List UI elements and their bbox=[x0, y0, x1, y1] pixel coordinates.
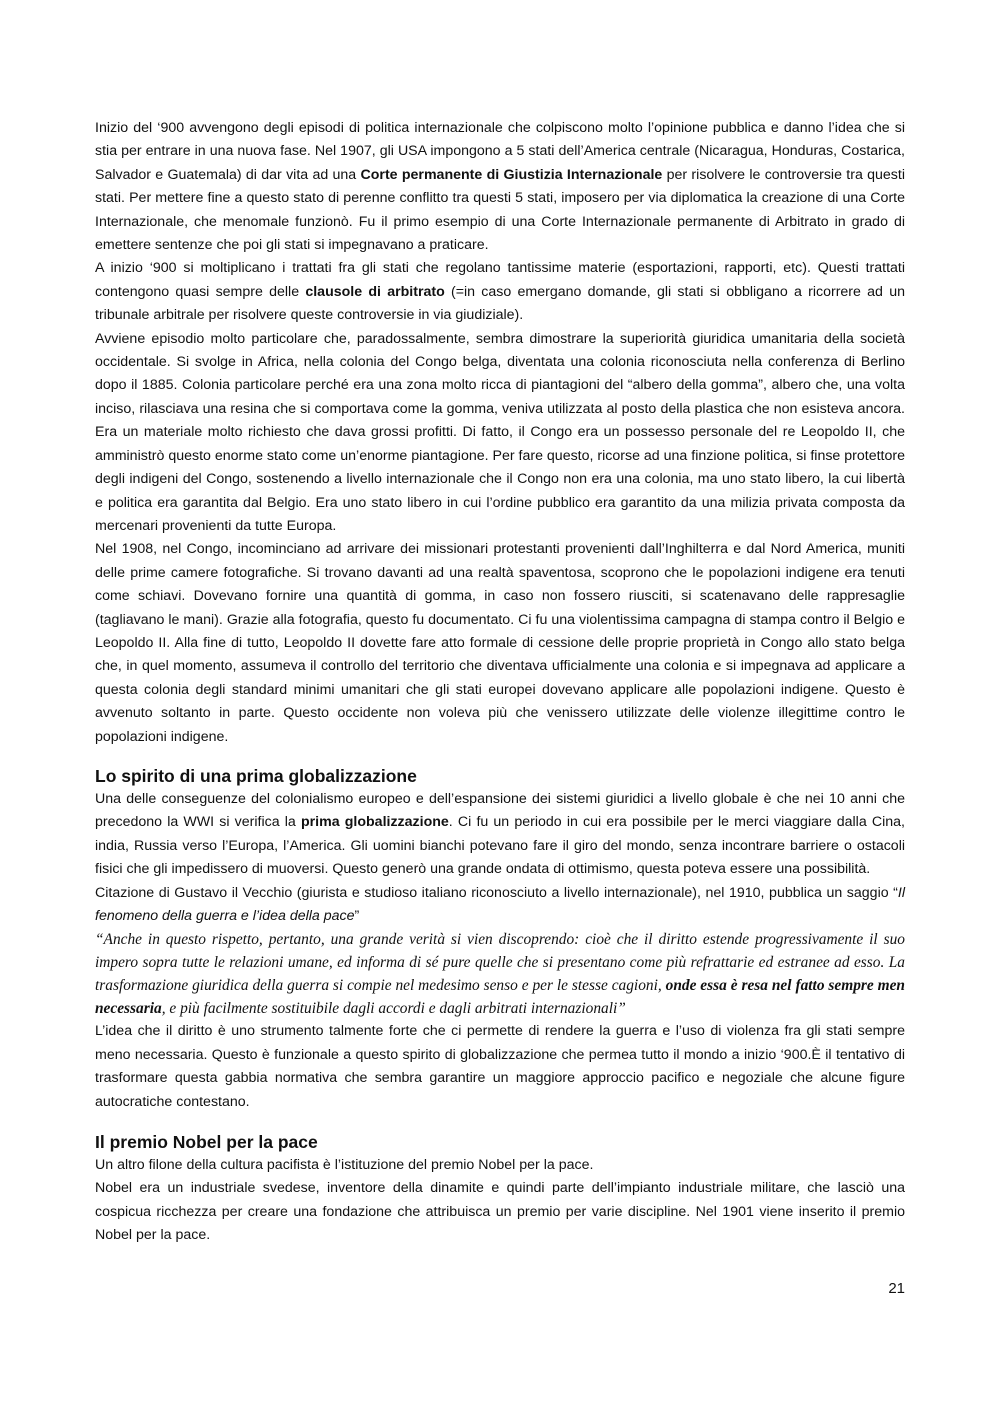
text: ” bbox=[354, 908, 360, 924]
paragraph-corte-permanente bbox=[95, 117, 905, 257]
text: Inizio del ‘900 avvengono degli episodi di politica internazionale che colpiscono molto l’opinione pubblica e danno l’idea che si stia per entrare in una nuova fase. Nel 1907, gli USA impongono a 5 stati dell’America centrale (Nicaragua, Honduras, Costarica, Salvador e Guatemala) di dar vita ad una bbox=[95, 120, 905, 183]
text: (=in caso emergano domande, gli stati si obbligano a ricorrere ad un tribunale arbitrale per risolvere queste controversie in via giudiziale). bbox=[95, 283, 905, 324]
page-number: 21 bbox=[888, 1280, 905, 1297]
text: . Ci fu un periodo in cui era possibile per le merci viaggiare dalla Cina, india, Russia verso l’Europa, l’America. Gli uomini bianchi potevano fare il giro del mondo, senza incontrare barriere o ostacoli fisici che gli impedissero di muoversi. Questo generò una grande ondata di ottimismo, questa poteva essere una possibilità. bbox=[95, 814, 905, 878]
bold-term: Corte permanente di Giustizia Internazionale bbox=[360, 166, 663, 183]
bold-term: prima globalizzazione bbox=[300, 814, 449, 831]
paragraph-nobel: Nobel era un industriale svedese, inventore della dinamite e quindi parte dell’impianto industriale militare, che lasciò una cospicua ricchezza per creare una fondazione che attribuisca un premio per varie discipline. Nel 1901 viene inserito il premio Nobel per la pace. bbox=[95, 1180, 905, 1244]
paragraph-congo: Avviene episodio molto particolare che, paradossalmente, sembra dimostrare la superiorità giuridica umanitaria della società occidentale. Si svolge in Africa, nella colonia del Congo belga, diventata una colonia riconosciuta nella conferenza di Berlino dopo il 1885. Colonia particolare perché era una zona molto ricca di piantagioni del “albero della gomma”, albero che, una volta inciso, rilasciava una resina che si comportava come la gomma, veniva utilizzata al posto della plastica che non esisteva ancora. Era un materiale molto richiesto che dava grossi profitti. Di fatto, il Congo era un possesso personale del re Leopoldo II, che amministrò questo enorme stato come un’enorme piantagione. Per fare questo, ricorse ad una finzione politica, si finse protettore degli indigeni del Congo, sostenendo a livello internazionale che il Congo non era una colonia, ma uno stato libero, la cui libertà e politica era garantita dal Belgio. Era uno stato libero in cui l’ordine pubblico era garantito da una milizia privata composta da mercenari provenienti da tutte Europa. bbox=[95, 330, 905, 534]
text: Una delle conseguenze del colonialismo europeo e dell’espansione dei sistemi giuridici a livello globale è che nei 10 anni che precedono la WWI si verifica la bbox=[95, 790, 905, 831]
bold-term: clausole di arbitrato bbox=[305, 283, 445, 300]
paragraph-nobel-intro: Un altro filone della cultura pacifista è l’istituzione del premio Nobel per la pace. bbox=[95, 1157, 594, 1174]
text: “Anche in questo rispetto, pertanto, una grande verità si vien discoprendo: cioè che il diritto estende progressivamente il suo impero sopra tutte le relazioni umane, ed informa di sé pure quelle che si presentano come più refrattarie ed estranee ad esso. La trasformazione giuridica della guerra si compie nel medesimo senso e per le stesse cagioni, bbox=[95, 931, 905, 995]
paragraph-diritto: L’idea che il diritto è uno strumento talmente forte che ci permette di rendere la guerra e l’uso di violenza fra gli stati sempre meno necessaria. Questo è funzionale a questo spirito di globalizzazione che permea tutto il mondo a inizio ‘900.È il tentativo di trasformare questa gabbia normativa che sembra garantire un maggiore approccio pacifico e negoziale che alcune figure autocratiche contestano. bbox=[95, 1023, 905, 1110]
document-body bbox=[95, 117, 905, 1248]
paragraph-trattati bbox=[95, 257, 905, 327]
paragraph-missionari: Nel 1908, nel Congo, incominciano ad arrivare dei missionari protestanti provenienti dall’Inghilterra e dal Nord America, muniti delle prime camere fotografiche. Si trovano davanti ad una realtà spaventosa, scoprono che le popolazioni indigene era tenuti come schiavi. Dovevano fornire una quantità di gomma, in caso non fossero riusciti, si scatenavano delle rappresaglie (tagliavano le mani). Grazie alla fotografia, questo fu documentato. Ci fu una violentissima campagna di stampa contro il Belgio e Leopoldo II. Alla fine di tutto, Leopoldo II dovette fare atto formale di cessione delle proprie proprietà in Congo allo stato belga che, in quel momento, assumeva il controllo del territorio che diventava ufficialmente una colonia e si impegnava ad applicare a questa colonia degli standard minimi umanitari che gli stati europei dovevano applicare alle popolazioni indigene. Questo è avvenuto soltanto in parte. Questo occidente non voleva più che venissero utilizzate delle violenze illegittime contro le popolazioni indigene. bbox=[95, 541, 905, 745]
section-heading-nobel: Il premio Nobel per la pace bbox=[95, 1132, 318, 1153]
text: Citazione di Gustavo il Vecchio (giurista e studioso italiano riconosciuto a livello internazionale), nel 1910, pubblica un saggio “ bbox=[95, 884, 898, 901]
paragraph-globalizzazione bbox=[95, 788, 905, 882]
text: A inizio ‘900 si moltiplicano i trattati fra gli stati che regolano tantissime materie (esportazioni, rapporti, etc). Questi trattati contengono quasi sempre delle bbox=[95, 260, 905, 300]
paragraph-citazione bbox=[95, 882, 905, 929]
block-quote bbox=[95, 928, 905, 1020]
text: , e più facilmente sostituibile dagli accordi e dagli arbitrati internazionali” bbox=[161, 1000, 626, 1018]
book-title: Il fenomeno della guerra e l’idea della pace bbox=[95, 884, 905, 924]
text: per risolvere le controversie tra questi stati. Per mettere fine a questo stato di perenne conflitto tra questi 5 stati, imposero per via diplomatica la creazione di una Corte Internazionale, che menomale funzionò. Fu il primo esempio di una Corte Internazionale permanente di Arbitrato in grado di emettere sentenze che poi gli stati si impegnavano a praticare. bbox=[95, 166, 905, 254]
bold-quote: onde essa è resa nel fatto sempre men necessaria bbox=[95, 977, 905, 1018]
section-heading-globalizzazione: Lo spirito di una prima globalizzazione bbox=[95, 765, 417, 786]
